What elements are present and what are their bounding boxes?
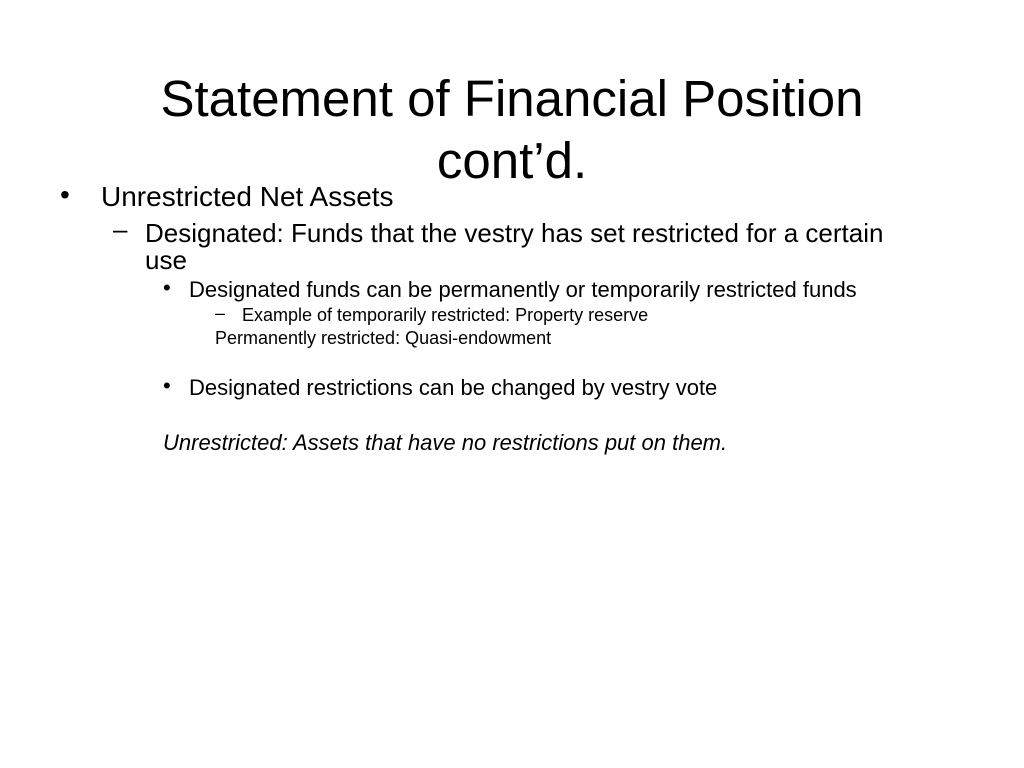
slide-title-line-2: cont’d.: [436, 132, 588, 189]
text-unrestricted-definition: Unrestricted: Assets that have no restrictions put on them.: [163, 430, 728, 455]
bullet-dot-icon: •: [163, 373, 171, 398]
slide-title: [60, 68, 964, 192]
bullet-designated-restrictions: Designated restrictions can be changed by vestry vote: [189, 375, 718, 400]
text-permanently-restricted: Permanently restricted: Quasi-endowment: [215, 328, 552, 348]
bullet-designated-line-1: Designated: Funds that the vestry has set restricted for a certain: [145, 218, 884, 248]
slide-title-line-1: Statement of Financial Position: [160, 70, 864, 127]
bullet-dot-icon: •: [60, 179, 70, 210]
bullet-designated-funds: Designated funds can be permanently or temporarily restricted funds: [189, 277, 857, 302]
bullet-unrestricted-net-assets: Unrestricted Net Assets: [101, 181, 394, 212]
bullet-dash-icon: –: [215, 303, 226, 323]
bullet-designated-line-2: use: [145, 245, 187, 275]
bullet-dot-icon: •: [163, 275, 171, 300]
bullet-example-temporarily: Example of temporarily restricted: Property reserve: [242, 305, 649, 325]
bullet-dash-icon: –: [113, 214, 128, 244]
